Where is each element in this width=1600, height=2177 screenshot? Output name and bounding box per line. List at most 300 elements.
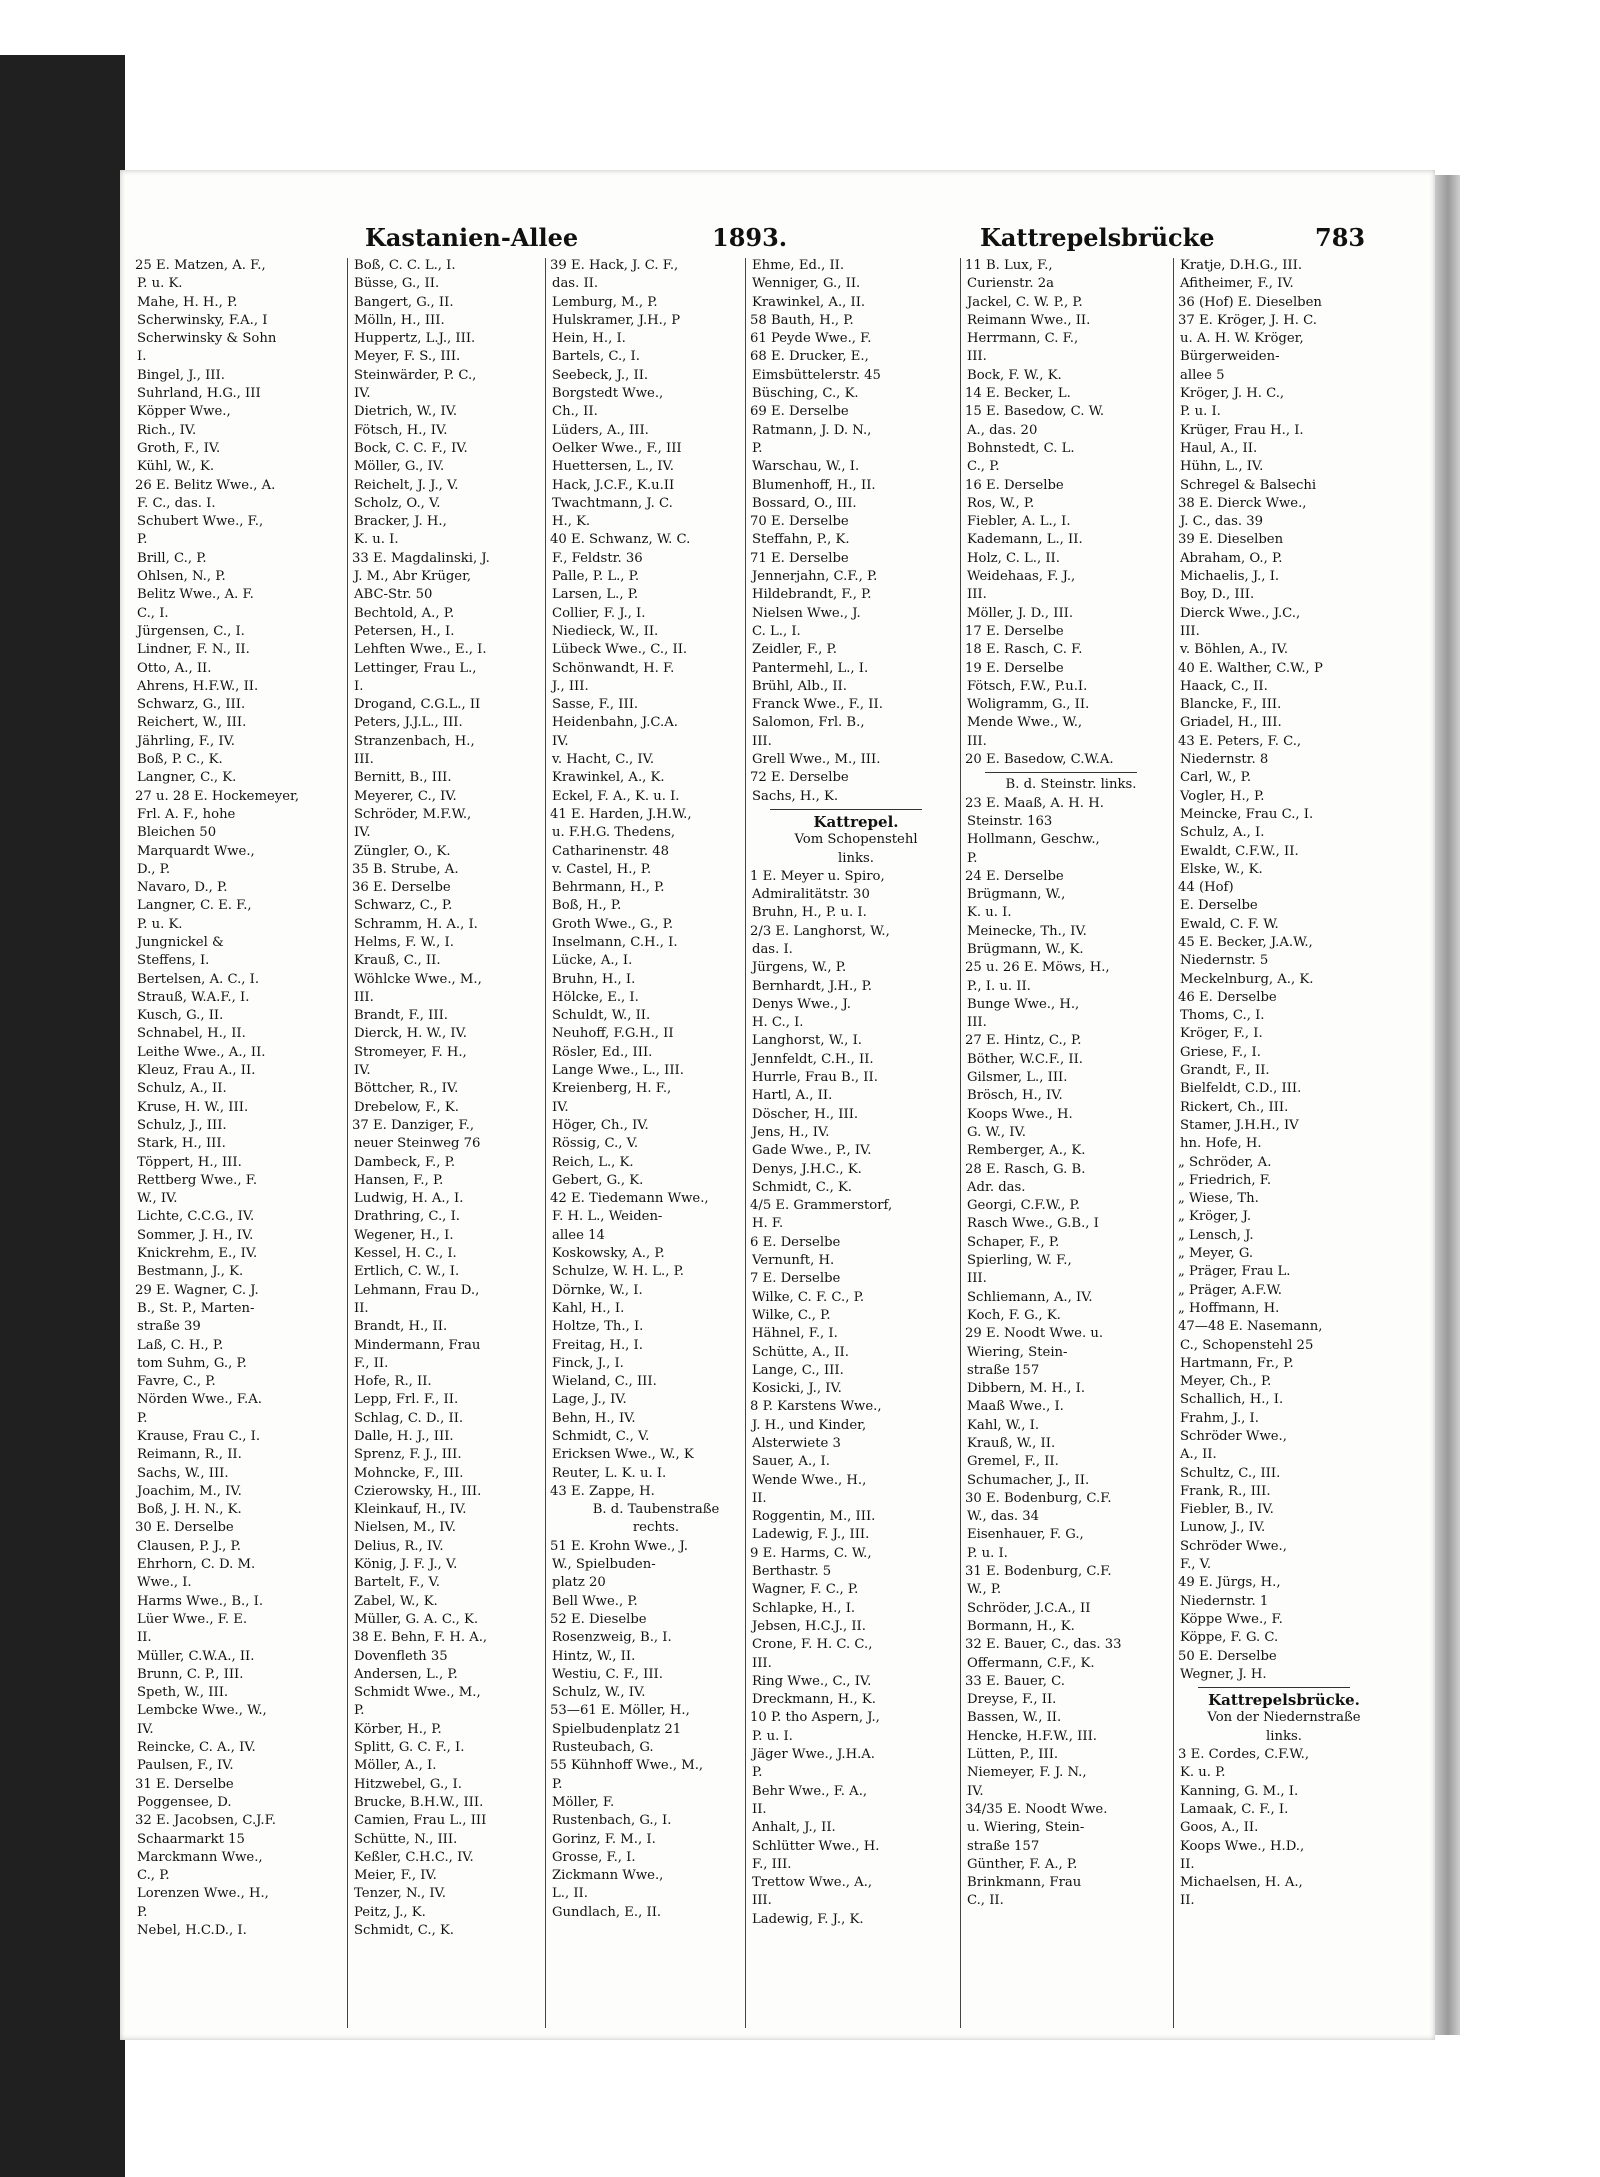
directory-entry: Trettow Wwe., A., [752,1875,873,1891]
directory-entry: „ Kröger, J. [1178,1209,1252,1225]
directory-entry: Pantermehl, L., I. [752,660,869,676]
directory-entry: Boß, C. C. L., I. [354,258,456,273]
directory-entry: Salomon, Frl. B., [752,715,865,731]
directory-entry: Behn, H., IV. [552,1410,636,1426]
column-6 [1178,257,1390,1911]
directory-entry: Vom Schopenstehl [794,832,918,848]
directory-entry: 39 E. Dieselben [1178,532,1284,548]
directory-entry: 27 E. Hintz, C., P. [965,1033,1082,1049]
directory-entry: Jährling, F., IV. [137,733,235,749]
directory-entry: Sommer, J. H., IV. [137,1227,254,1243]
directory-entry: 72 E. Derselbe [750,770,849,786]
directory-entry: links. [838,850,874,866]
directory-entry: Hähnel, F., I. [752,1326,838,1342]
directory-entry: Dörnke, W., I. [552,1282,643,1298]
directory-entry: Rettberg Wwe., F. [137,1172,258,1188]
directory-entry: Niedernstr. 8 [1180,752,1269,768]
directory-entry: Frank, R., III. [1180,1483,1271,1499]
directory-entry: Bassen, W., II. [967,1710,1062,1726]
directory-entry: Brinkmann, Frau [967,1875,1082,1891]
directory-entry: 19 E. Derselbe [965,660,1064,676]
directory-entry: Schwarz, G., III. [137,697,246,713]
directory-entry: 38 E. Behn, F. H. A., [352,1630,488,1646]
directory-entry: Hildebrandt, F., P. [752,587,872,603]
directory-entry: Böttcher, R., IV. [354,1081,459,1097]
directory-entry: 31 E. Bodenburg, C.F. [965,1564,1112,1580]
directory-entry: C., P. [967,459,1000,475]
directory-entry: Andersen, L., P. [354,1666,458,1682]
directory-entry: Bormann, H., K. [967,1618,1075,1634]
directory-entry: Hofe, R., II. [354,1374,432,1390]
directory-entry: Kanning, G. M., I. [1180,1783,1299,1799]
directory-entry: Kühl, W., K. [137,459,215,475]
directory-entry: Denys Wwe., J. [752,996,851,1012]
directory-entry: Steinstr. 163 [967,813,1053,829]
page-number: 783 [1315,223,1366,252]
directory-entry: „ Hoffmann, H. [1178,1300,1280,1316]
directory-entry: P. [752,440,763,456]
directory-entry: Rasch Wwe., G.B., I [967,1216,1099,1232]
directory-entry: Krauß, C., II. [354,953,441,969]
directory-entry: Meckelnburg, A., K. [1180,971,1314,987]
directory-entry: Meyer, Ch., P. [1180,1374,1272,1390]
directory-entry: links. [1266,1728,1302,1744]
directory-entry: P. [552,1776,563,1792]
directory-entry: Schliemann, A., IV. [967,1289,1093,1305]
directory-entry: Grosse, F., I. [552,1849,636,1865]
directory-entry: C. L., I. [752,623,801,639]
directory-entry: Griese, F., I. [1180,1044,1261,1060]
directory-entry: K. u. I. [354,532,399,548]
directory-entry: Schröder, M.F.W., [354,806,472,822]
directory-entry: Peitz, J., K. [354,1904,426,1920]
directory-entry: Krawinkel, A., II. [752,294,866,310]
directory-entry: Brügmann, W., K. [967,941,1084,957]
directory-entry: Scholz, O., V. [354,495,441,511]
directory-entry: Drathring, C., I. [354,1209,460,1225]
directory-entry: Vernunft, H. [752,1253,835,1269]
directory-entry: A., das. 20 [967,422,1038,438]
directory-entry: Lücke, A., I. [552,953,633,969]
column-1 [135,257,347,1940]
directory-entry: J. M., Abr Krüger, [354,569,472,585]
directory-entry: Ohlsen, N., P. [137,569,226,585]
directory-entry: II. [354,1300,369,1316]
directory-entry: Brill, C., P. [137,550,207,566]
directory-entry: 17 E. Derselbe [965,623,1064,639]
directory-entry: F., III. [752,1856,792,1872]
directory-entry: Schramm, H. A., I. [354,916,478,932]
directory-entry: „ Schröder, A. [1178,1154,1272,1170]
directory-entry: Schulz, A., I. [1180,825,1265,841]
directory-entry: Krause, Frau C., I. [137,1429,261,1444]
directory-entry: Schlütter Wwe., H. [752,1838,880,1854]
directory-entry: Meyer, F. S., III. [354,349,461,365]
directory-page [120,170,1435,2040]
directory-entry: Thoms, C., I. [1180,1008,1265,1024]
directory-entry: Frl. A. F., hohe [137,806,236,822]
directory-entry: II. [752,1801,767,1817]
directory-entry: Gebert, G., K. [552,1172,644,1188]
directory-entry: 40 E. Schwanz, W. C. [550,532,691,548]
directory-entry: hn. Hofe, H. [1180,1136,1262,1152]
directory-entry: Schallich, H., I. [1180,1392,1284,1408]
directory-entry: Strauß, W.A.F., I. [137,989,250,1005]
directory-entry: Navaro, D., P. [137,880,228,896]
directory-entry: Lage, J., IV. [552,1392,627,1408]
directory-entry: F., V. [1180,1557,1212,1573]
directory-entry: 26 E. Belitz Wwe., A. [135,477,276,493]
directory-entry: J. C., das. 39 [1180,514,1264,530]
directory-entry: Bestmann, J., K. [137,1264,244,1280]
directory-entry: Ewald, C. F. W. [1180,916,1279,932]
directory-entry: allee 5 [1180,367,1225,383]
directory-entry: Wiering, Stein- [967,1344,1068,1360]
directory-entry: I. [137,349,147,365]
directory-entry: III. [752,1655,772,1671]
directory-entry: Jungnickel & [137,934,224,950]
directory-entry: Meyerer, C., IV. [354,788,457,804]
directory-entry: Brucke, B.H.W., III. [354,1794,484,1810]
running-header [120,223,1435,251]
directory-entry: Schubert Wwe., F., [137,514,264,530]
directory-entry: H. C., I. [752,1015,804,1031]
directory-entry: ABC-Str. 50 [354,587,433,603]
directory-entry: Schlapke, H., I. [752,1600,856,1616]
directory-entry: u. Wiering, Stein- [967,1820,1085,1836]
directory-entry: Otto, A., II. [137,660,212,676]
directory-entry: P., I. u. II. [967,978,1031,994]
directory-entry: Wegner, J. H. [1180,1666,1267,1682]
directory-entry: Wende Wwe., H., [752,1472,867,1488]
directory-entry: Behr Wwe., F. A., [752,1783,868,1799]
directory-entry: C., Schopenstehl 25 [1180,1337,1314,1353]
directory-entry: 15 E. Basedow, C. W. [965,404,1105,420]
directory-entry: Vogler, H., P. [1180,788,1265,804]
directory-entry: Stromeyer, F. H., [354,1044,467,1060]
directory-entry: Carl, W., P. [1180,770,1252,786]
directory-entry: Camien, Frau L., III [354,1813,487,1829]
directory-entry: K. u. P. [1180,1765,1226,1781]
directory-entry: Höger, Ch., IV. [552,1117,649,1133]
directory-entry: Freitag, H., I. [552,1337,643,1353]
directory-entry: Kleinkauf, H., IV. [354,1502,467,1518]
directory-entry: Schwarz, C., P. [354,898,453,914]
directory-entry: Abraham, O., P. [1180,550,1283,566]
directory-entry: 55 Kühnhoff Wwe., M., [550,1758,704,1774]
directory-entry: Larsen, L., P. [552,587,639,603]
directory-entry: Rickert, Ch., III. [1180,1099,1289,1115]
directory-entry: Drogand, C.G.L., II [354,697,481,713]
directory-entry: IV. [354,386,371,402]
directory-entry: Hölcke, E., I. [552,989,639,1005]
directory-entry: Reimann, R., II. [137,1447,242,1463]
directory-entry: Bingel, J., III. [137,367,225,383]
directory-entry: C., I. [137,605,169,621]
directory-entry: Palle, P. L., P. [552,569,640,585]
directory-entry: Eckel, F. A., K. u. I. [552,788,680,804]
directory-entry: Böther, W.C.F., II. [967,1051,1083,1067]
directory-entry: Reichert, W., III. [137,715,247,731]
directory-entry: Langhorst, W., I. [752,1033,862,1049]
directory-entry: Stranzenbach, H., [354,733,475,749]
directory-entry: Krüger, Frau H., I. [1180,422,1304,438]
directory-entry: Paulsen, F., IV. [137,1758,234,1774]
directory-entry: 32 E. Bauer, C., das. 33 [965,1637,1122,1653]
directory-entry: Kröger, J. H. C., [1180,386,1285,402]
directory-entry: III. [1180,623,1200,639]
directory-entry: neuer Steinweg 76 [354,1136,481,1152]
directory-entry: 18 E. Rasch, C. F. [965,642,1083,658]
directory-entry: Meier, F., IV. [354,1868,437,1884]
directory-entry: Hartmann, Fr., P. [1180,1355,1294,1371]
directory-entry: Dierck Wwe., J.C., [1180,605,1301,621]
directory-entry: Ros, W., P. [967,495,1035,511]
directory-entry: III. [967,1015,987,1031]
directory-entry: Schmidt, C., K. [354,1923,455,1939]
directory-entry: tom Suhm, G., P. [137,1355,247,1371]
directory-entry: Mohncke, F., III. [354,1465,464,1481]
directory-entry: Brügmann, W., [967,887,1066,903]
directory-entry: Köppe, F. G. C. [1180,1630,1279,1646]
directory-entry: Nebel, H.C.D., I. [137,1923,247,1939]
directory-entry: 20 E. Basedow, C.W.A. [965,752,1114,768]
directory-entry: Ring Wwe., C., IV. [752,1673,872,1689]
directory-entry: Boß, P. C., K. [137,752,223,768]
directory-entry: Neuhoff, F.G.H., II [552,1026,674,1042]
directory-entry: 36 E. Derselbe [352,880,451,896]
directory-entry: Rich., IV. [137,422,197,438]
directory-entry: Rössig, C., V. [552,1136,639,1152]
directory-entry: Fötsch, F.W., P.u.I. [967,678,1088,694]
directory-entry: P. u. I. [967,1545,1008,1561]
directory-entry: 32 E. Jacobsen, C.J.F. [135,1813,276,1829]
directory-entry: straße 157 [967,1838,1040,1854]
directory-entry: Steinwärder, P. C., [354,367,477,383]
directory-entry: Grandt, F., II. [1180,1063,1270,1079]
directory-entry: 8 P. Karstens Wwe., [750,1399,882,1415]
directory-entry: Knickrehm, E., IV. [137,1246,258,1262]
directory-entry: Seebeck, J., II. [552,367,649,383]
directory-entry: 7 E. Derselbe [750,1271,841,1287]
directory-entry: W., Spielbuden- [552,1557,656,1573]
column-5 [965,257,1177,1911]
directory-entry: B. d. Steinstr. links. [1005,777,1137,793]
directory-entry: Büsse, G., II. [354,276,440,292]
directory-entry: P. u. K. [137,276,183,292]
directory-entry: Schumacher, J., II. [967,1472,1090,1488]
column-divider [745,258,746,2028]
directory-entry: Sachs, W., III. [137,1465,229,1481]
directory-entry: 53—61 E. Möller, H., [550,1703,690,1719]
directory-entry: 39 E. Hack, J. C. F., [550,258,679,273]
directory-entry: Bertelsen, A. C., I. [137,971,260,987]
directory-entry: Rustenbach, G., I. [552,1813,672,1829]
directory-entry: Steffahn, P., K. [752,532,850,548]
directory-entry: Blancke, F., III. [1180,697,1282,713]
directory-entry: Dibbern, M. H., I. [967,1381,1086,1397]
directory-entry: Langner, C., K. [137,770,237,786]
directory-entry: Ericksen Wwe., W., K [552,1447,694,1463]
directory-entry: Stamer, J.H.H., IV [1180,1117,1299,1133]
directory-entry: II. [137,1630,152,1646]
directory-entry: III. [967,349,987,365]
directory-entry: Bohnstedt, C. L. [967,440,1075,456]
directory-entry: Ludwig, H. A., I. [354,1191,464,1207]
directory-entry: 61 Peyde Wwe., F. [750,331,872,347]
column-divider [1173,258,1174,2028]
header-year: 1893. [712,223,788,252]
directory-entry: I. [354,678,364,694]
directory-entry: III. [967,733,987,749]
directory-entry: Schröder Wwe., [1180,1538,1287,1554]
directory-entry: Franck Wwe., F., II. [752,697,883,713]
section-rule [770,809,922,810]
directory-entry: IV. [354,825,371,841]
directory-entry: Ch., II. [552,404,598,420]
directory-entry: Bruhn, H., I. [552,971,636,987]
directory-entry: F., II. [354,1355,389,1371]
directory-entry: Lehften Wwe., E., I. [354,642,487,658]
directory-entry: Kratje, D.H.G., III. [1180,258,1303,273]
book-binding-edge [0,55,125,2177]
directory-entry: W., das. 34 [967,1509,1040,1525]
directory-entry: das. II. [552,276,599,292]
directory-entry: Frahm, J., I. [1180,1410,1259,1426]
directory-entry: Mindermann, Frau [354,1337,481,1353]
directory-entry: Schmidt, C., K. [752,1179,853,1195]
directory-entry: Zeidler, F., P. [752,642,837,658]
directory-entry: Reichelt, J. J., V. [354,477,459,493]
directory-entry: 11 B. Lux, F., [965,258,1053,273]
directory-entry: Hühn, L., IV. [1180,459,1264,475]
directory-entry: Wöhlcke Wwe., M., [354,971,482,987]
directory-entry: Boß, J. H. N., K. [137,1502,242,1518]
directory-entry: II. [1180,1856,1195,1872]
directory-entry: Kademann, L., II. [967,532,1083,548]
directory-entry: Hencke, H.F.W., III. [967,1728,1097,1744]
directory-entry: Müller, C.W.A., II. [137,1648,255,1664]
directory-entry: Jäger Wwe., J.H.A. [752,1747,875,1763]
directory-entry: Boy, D., III. [1180,587,1255,603]
directory-entry: 4/5 E. Grammerstorf, [750,1198,893,1214]
directory-entry: 6 E. Derselbe [750,1234,841,1250]
directory-entry: 42 E. Tiedemann Wwe., [550,1191,709,1207]
directory-entry: Hollmann, Geschw., [967,832,1100,848]
directory-entry: Tenzer, N., IV. [354,1886,446,1902]
directory-entry: Helms, F. W., I. [354,934,454,950]
directory-entry: Marquardt Wwe., [137,843,255,859]
directory-entry: Joachim, M., IV. [137,1483,242,1499]
directory-entry: Sauer, A., I. [752,1454,830,1470]
directory-entry: 43 E. Zappe, H. [550,1483,655,1499]
directory-entry: Westiu, C. F., III. [552,1666,663,1682]
directory-entry: P. [967,850,978,866]
directory-entry: 9 E. Harms, C. W., [750,1545,872,1561]
directory-entry: F., Feldstr. 36 [552,550,643,566]
directory-entry: Schmidt Wwe., M., [354,1685,481,1701]
directory-entry: B. d. Taubenstraße [592,1502,720,1518]
directory-entry: Georgi, C.F.W., P. [967,1198,1080,1214]
directory-entry: 43 E. Peters, F. C., [1178,733,1302,749]
directory-entry: Lange Wwe., L., III. [552,1063,684,1079]
directory-entry: Schulz, J., III. [137,1117,227,1133]
directory-entry: Möller, F. [552,1794,615,1810]
directory-entry: 27 u. 28 E. Hockemeyer, [135,788,300,804]
directory-entry: Lunow, J., IV. [1180,1520,1266,1536]
directory-entry: Schmidt, C., V. [552,1429,650,1444]
directory-entry: Bechtold, A., P. [354,605,455,621]
directory-entry: Borgstedt Wwe., [552,386,664,402]
directory-entry: 25 u. 26 E. Möws, H., [965,960,1110,976]
directory-entry: Zickmann Wwe., [552,1868,664,1884]
directory-entry: straße 157 [967,1362,1040,1378]
directory-entry: Dovenfleth 35 [354,1648,448,1664]
directory-entry: Warschau, W., I. [752,459,860,475]
directory-entry: Lemburg, M., P. [552,294,658,310]
directory-entry: Fötsch, H., IV. [354,422,448,438]
directory-entry: 45 E. Becker, J.A.W., [1178,934,1313,950]
directory-entry: Crone, F. H. C. C., [752,1637,873,1653]
directory-entry: Schröder, J.C.A., II [967,1600,1091,1616]
directory-entry: Lüer Wwe., F. E. [137,1611,248,1627]
directory-entry: Von der Niedernstraße [1207,1710,1361,1726]
directory-entry: Bartels, C., I. [552,349,640,365]
directory-entry: Berthastr. 5 [752,1564,832,1580]
directory-entry: E. Derselbe [1180,898,1258,914]
directory-entry: P. [137,1410,148,1426]
directory-entry: Jackel, C. W. P., P. [967,294,1083,310]
directory-entry: Sprenz, F. J., III. [354,1447,462,1463]
directory-entry: Ehrhorn, C. D. M. [137,1557,256,1573]
directory-entry: 31 E. Derselbe [135,1776,234,1792]
directory-entry: A., II. [1180,1447,1217,1463]
directory-entry: Petersen, H., I. [354,623,455,639]
directory-entry: Ertlich, C. W., I. [354,1264,460,1280]
directory-entry: III. [354,989,374,1005]
directory-entry: Drebelow, F., K. [354,1099,459,1115]
directory-entry: Hulskramer, J.H., P [552,312,681,328]
directory-entry: Jens, H., IV. [752,1124,830,1140]
directory-entry: Reimann Wwe., II. [967,312,1091,328]
directory-entry: Finck, J., I. [552,1355,624,1371]
directory-entry: Wilke, C. F. C., P. [752,1289,865,1305]
directory-entry: 30 E. Bodenburg, C.F. [965,1490,1112,1506]
directory-entry: W., P. [967,1582,1002,1598]
directory-entry: H., K. [552,514,591,530]
directory-entry: J., III. [552,678,589,694]
directory-entry: 29 E. Noodt Wwe. u. [965,1326,1104,1342]
directory-entry: Schregel & Balsechi [1180,477,1317,493]
directory-entry: Hintz, W., II. [552,1648,636,1664]
directory-entry: 16 E. Derselbe [965,477,1064,493]
directory-entry: Admiralitätstr. 30 [752,887,870,903]
directory-entry: 46 E. Derselbe [1178,989,1277,1005]
directory-entry: Czierowsky, H., III. [354,1483,482,1499]
directory-entry: Ratmann, J. D. N., [752,422,872,438]
header-right-title: Kattrepelsbrücke [980,223,1215,252]
directory-entry: Dierck, H. W., IV. [354,1026,467,1042]
directory-entry: Roggentin, M., III. [752,1509,876,1525]
directory-entry: Brunn, C. P., III. [137,1666,244,1682]
directory-entry: Suhrland, H.G., III [137,386,261,402]
directory-entry: J. H., und Kinder, [752,1417,867,1433]
directory-entry: Langner, C. E. F., [137,898,252,914]
directory-entry: 41 E. Harden, J.H.W., [550,806,692,822]
directory-entry: Körber, H., P. [354,1721,442,1737]
directory-entry: Köppe Wwe., F. [1180,1611,1283,1627]
directory-entry: IV. [967,1783,984,1799]
